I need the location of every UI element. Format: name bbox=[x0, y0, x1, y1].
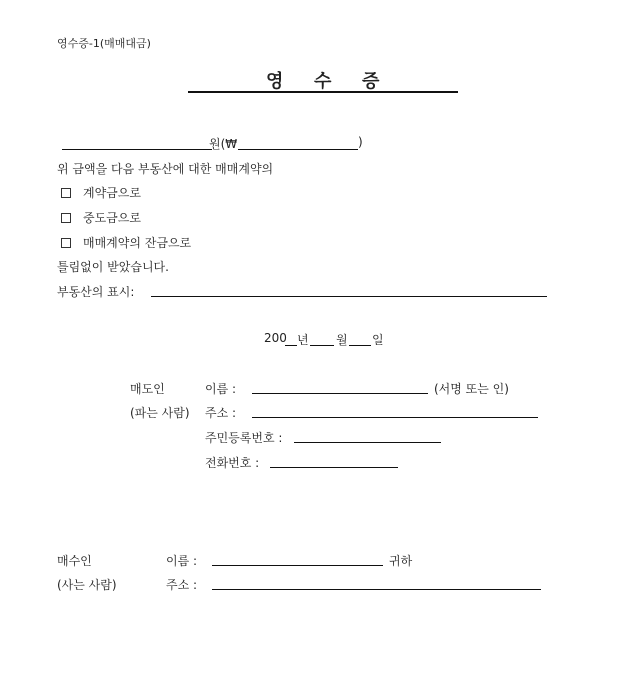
buyer-address-label: 주소 : bbox=[166, 578, 198, 592]
checkbox-icon[interactable] bbox=[61, 213, 71, 223]
title-underline bbox=[188, 91, 458, 93]
option-interim[interactable] bbox=[61, 209, 141, 226]
amount-unit: 원(₩ bbox=[209, 137, 238, 151]
option-label: 매매계약의 잔금으로 bbox=[83, 236, 192, 250]
date-month-unit: 월 bbox=[336, 333, 348, 347]
date-year: 200 bbox=[264, 331, 287, 345]
option-label: 중도금으로 bbox=[83, 211, 141, 225]
buyer-name-label: 이름 : bbox=[166, 554, 198, 568]
seller-role-sub: (파는 사람) bbox=[130, 406, 190, 420]
seller-address-label: 주소 : bbox=[205, 406, 237, 420]
date-month-field[interactable] bbox=[310, 345, 334, 346]
amount-number-field[interactable] bbox=[238, 149, 358, 150]
title-char-2: 수 bbox=[314, 71, 332, 92]
amount-korean-field[interactable] bbox=[62, 149, 212, 150]
option-balance[interactable] bbox=[61, 234, 191, 251]
seller-phone-field[interactable] bbox=[270, 467, 398, 468]
option-label: 계약금으로 bbox=[83, 186, 141, 200]
property-field[interactable] bbox=[151, 296, 547, 297]
title-char-3: 증 bbox=[362, 71, 380, 92]
buyer-honorific: 귀하 bbox=[389, 554, 413, 568]
buyer-role-sub: (사는 사람) bbox=[57, 578, 117, 592]
title-char-1: 영 bbox=[266, 71, 284, 92]
checkbox-icon[interactable] bbox=[61, 188, 71, 198]
seller-role: 매도인 bbox=[130, 382, 165, 396]
seller-phone-label: 전화번호 : bbox=[205, 456, 260, 470]
buyer-name-field[interactable] bbox=[212, 565, 383, 566]
buyer-address-field[interactable] bbox=[212, 589, 541, 590]
property-label: 부동산의 표시: bbox=[57, 285, 135, 299]
date-day-field[interactable] bbox=[349, 345, 371, 346]
seller-name-field[interactable] bbox=[252, 393, 428, 394]
statement-text: 위 금액을 다음 부동산에 대한 매매계약의 bbox=[57, 162, 274, 176]
seller-id-label: 주민등록번호 : bbox=[205, 431, 283, 445]
received-text: 틀림없이 받았습니다. bbox=[57, 260, 169, 274]
amount-close: ) bbox=[358, 135, 363, 149]
buyer-role: 매수인 bbox=[57, 554, 92, 568]
date-year-unit: 년 bbox=[297, 333, 309, 347]
seller-name-label: 이름 : bbox=[205, 382, 237, 396]
form-code: 영수증-1(매매대금) bbox=[57, 37, 151, 50]
checkbox-icon[interactable] bbox=[61, 238, 71, 248]
seller-sign-hint: (서명 또는 인) bbox=[434, 382, 509, 396]
seller-id-field[interactable] bbox=[294, 442, 441, 443]
seller-address-field[interactable] bbox=[252, 417, 538, 418]
date-day-unit: 일 bbox=[372, 333, 384, 347]
date-year-field[interactable] bbox=[285, 345, 297, 346]
option-deposit[interactable] bbox=[61, 184, 141, 201]
